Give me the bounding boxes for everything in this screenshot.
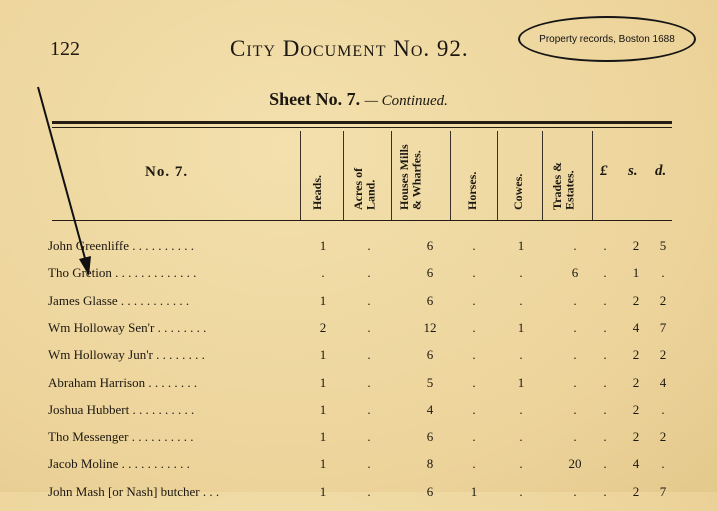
row-name: John Mash [or Nash] butcher . . . [48, 483, 220, 499]
row-cell: . [661, 265, 665, 281]
row-cell: . [603, 292, 607, 308]
header-houses: Houses Mills & Wharfes. [397, 144, 424, 210]
row-cell: . [661, 401, 665, 417]
sheet-title: Sheet No. 7. [269, 89, 361, 109]
page-number: 122 [50, 38, 80, 60]
row-cell: 1 [632, 265, 640, 281]
row-cell: 20 [568, 456, 582, 472]
row-cell: 7 [659, 483, 667, 499]
row-cell: 2 [632, 401, 640, 417]
row-cell: . [472, 456, 476, 472]
row-cell: . [472, 401, 476, 417]
row-cell: 2 [632, 429, 640, 445]
row-cell: . [603, 319, 607, 335]
row-name: Wm Holloway Jun'r . . . . . . . . [48, 347, 205, 363]
row-cell: . [573, 374, 577, 390]
row-cell: . [472, 347, 476, 363]
row-cell: . [603, 265, 607, 281]
row-cell: . [603, 347, 607, 363]
row-name: John Greenliffe . . . . . . . . . . [48, 238, 194, 253]
row-cell: 1 [319, 292, 327, 308]
row-cell: . [603, 374, 607, 390]
document-title: City Document No. 92. [230, 36, 469, 61]
row-cell: 2 [632, 483, 640, 499]
row-cell: . [367, 292, 371, 308]
header-cowes: Cowes. [511, 173, 525, 210]
row-cell: 1 [319, 483, 327, 499]
header-horses: Horses. [465, 171, 479, 210]
row-cell: 1 [517, 374, 525, 390]
row-cell: . [603, 238, 607, 253]
row-cell: . [519, 292, 523, 308]
row-name: Abraham Harrison . . . . . . . . [48, 374, 198, 390]
row-cell: . [367, 265, 371, 281]
row-name: James Glasse . . . . . . . . . . . [48, 292, 190, 308]
row-cell: . [573, 401, 577, 417]
row-cell: 2 [632, 292, 640, 308]
row-name: Tho Gretion . . . . . . . . . . . . . [48, 265, 197, 281]
row-cell: . [519, 401, 523, 417]
row-cell: . [367, 374, 371, 390]
row-cell: . [472, 374, 476, 390]
row-cell: 1 [319, 347, 327, 363]
row-cell: . [367, 347, 371, 363]
row-cell: 1 [319, 456, 327, 472]
sheet-subtitle: — Continued. [364, 93, 448, 109]
row-cell: . [573, 292, 577, 308]
row-cell: 6 [426, 483, 434, 499]
row-cell: . [321, 265, 325, 281]
row-cell: 6 [426, 292, 434, 308]
row-cell: 8 [426, 456, 434, 472]
row-cell: 1 [517, 238, 525, 253]
row-cell: . [367, 456, 371, 472]
row-cell: . [519, 347, 523, 363]
header-shillings: s. [628, 163, 638, 179]
row-cell: 2 [659, 292, 667, 308]
row-cell: . [367, 238, 371, 253]
header-pence: d. [655, 163, 667, 179]
row-cell: 1 [319, 429, 327, 445]
row-cell: 1 [319, 374, 327, 390]
row-cell: . [519, 483, 523, 499]
row-cell: 4 [659, 374, 667, 390]
row-cell: . [573, 347, 577, 363]
header-acres: Acres of Land. [351, 167, 378, 210]
row-cell: 6 [426, 238, 434, 253]
row-name: Wm Holloway Sen'r . . . . . . . . [48, 319, 207, 335]
row-cell: 6 [571, 265, 579, 281]
row-cell: . [367, 401, 371, 417]
row-cell: . [472, 319, 476, 335]
row-cell: 6 [426, 265, 434, 281]
row-cell: . [367, 319, 371, 335]
row-cell: 6 [426, 347, 434, 363]
row-cell: 2 [659, 347, 667, 363]
row-cell: . [472, 238, 476, 253]
row-cell: 2 [319, 319, 327, 335]
header-pounds: £ [600, 163, 608, 179]
row-cell: 2 [632, 374, 640, 390]
row-cell: . [573, 483, 577, 499]
row-cell: . [519, 265, 523, 281]
row-cell: . [472, 429, 476, 445]
row-cell: . [519, 456, 523, 472]
row-cell: 12 [423, 319, 437, 335]
row-cell: 4 [632, 456, 640, 472]
row-name: Joshua Hubbert . . . . . . . . . . [48, 401, 195, 417]
row-cell: . [661, 456, 665, 472]
row-cell: . [367, 429, 371, 445]
row-cell: 1 [517, 319, 525, 335]
row-cell: 4 [632, 319, 640, 335]
row-cell: . [519, 429, 523, 445]
row-name: Jacob Moline . . . . . . . . . . . [48, 456, 190, 472]
row-cell: 5 [659, 238, 667, 253]
annotation-text: Property records, Boston 1688 [539, 33, 675, 45]
row-cell: 7 [659, 319, 667, 335]
row-cell: . [603, 483, 607, 499]
row-cell: . [573, 238, 577, 253]
row-cell: 1 [319, 401, 327, 417]
header-heads: Heads. [310, 174, 324, 210]
row-cell: 2 [659, 429, 667, 445]
row-cell: . [472, 265, 476, 281]
name-column-header: No. 7. [145, 164, 189, 180]
row-cell: 2 [632, 238, 640, 253]
row-cell: 2 [632, 347, 640, 363]
header-trades: Trades & Estates. [550, 161, 577, 210]
row-cell: . [573, 429, 577, 445]
row-cell: 5 [426, 374, 434, 390]
row-cell: 4 [426, 401, 434, 417]
row-cell: . [472, 292, 476, 308]
row-cell: . [603, 429, 607, 445]
row-cell: . [573, 319, 577, 335]
row-cell: . [367, 483, 371, 499]
row-cell: . [603, 456, 607, 472]
row-cell: 1 [319, 238, 327, 253]
row-cell: . [603, 401, 607, 417]
row-name: Tho Messenger . . . . . . . . . . [48, 429, 194, 445]
row-cell: 6 [426, 429, 434, 445]
row-cell: 1 [470, 483, 478, 499]
